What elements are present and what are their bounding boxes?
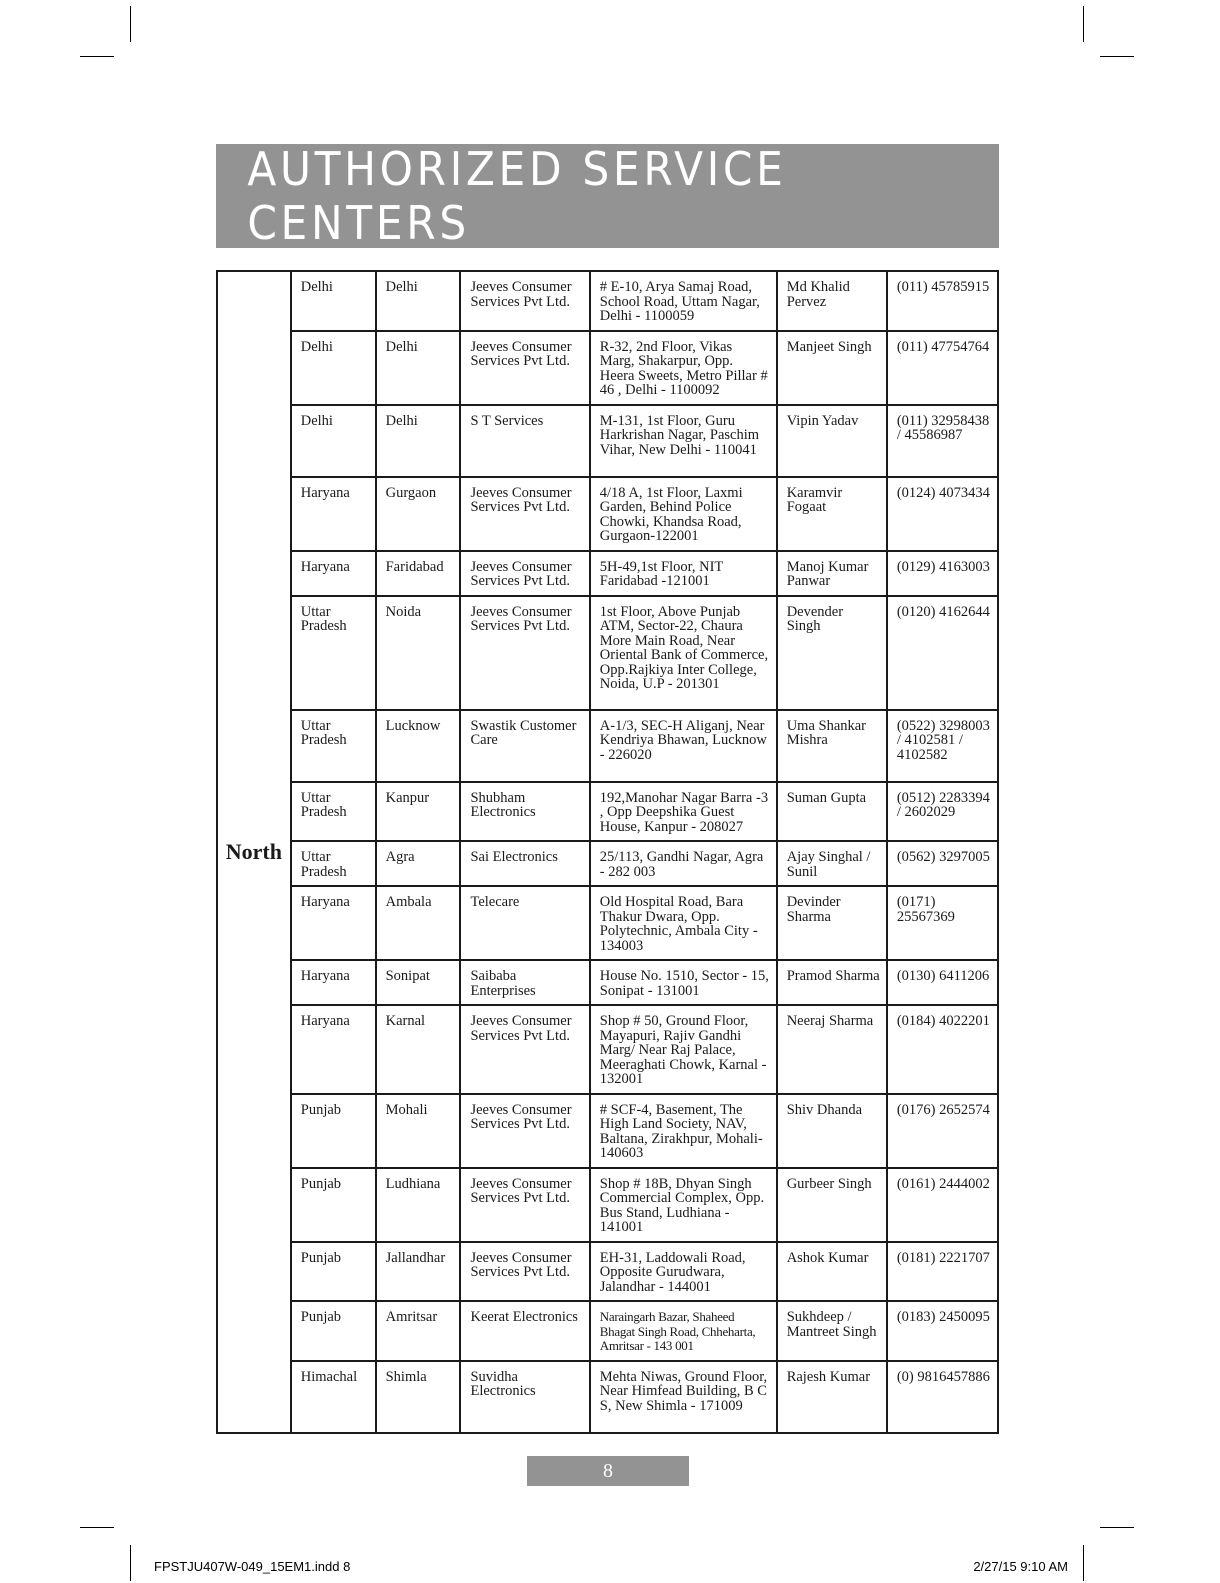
cell-state: Haryana [291,551,376,596]
cell-contact: Vipin Yadav [777,405,887,477]
cell-city: Kanpur [376,782,461,842]
cell-state: Uttar Pradesh [291,710,376,782]
table-row [217,1242,998,1302]
cell-contact: Rajesh Kumar [777,1361,887,1433]
cell-phone: (0124) 4073434 [887,477,998,551]
table-row [217,551,998,596]
crop-mark [1083,6,1084,42]
cell-center: Keerat Electronics [460,1301,589,1361]
cell-phone: (011) 32958438 / 45586987 [887,405,998,477]
cell-phone: (0129) 4163003 [887,551,998,596]
table-row [217,1094,998,1168]
table-row [217,960,998,1005]
cell-center: Jeeves Consumer Services Pvt Ltd. [460,477,589,551]
page-number-label: 8 [603,1459,613,1482]
cell-address: Shop # 18B, Dhyan Singh Commercial Complex, Opp. Bus Stand, Ludhiana - 141001 [590,1168,777,1242]
cell-phone: (0184) 4022201 [887,1005,998,1094]
cell-contact: Devender Singh [777,596,887,710]
cell-state: Haryana [291,886,376,960]
cell-center: Jeeves Consumer Services Pvt Ltd. [460,1094,589,1168]
table-row [217,1005,998,1094]
cell-address: 192,Manohar Nagar Barra -3 , Opp Deepshika Guest House, Kanpur - 208027 [590,782,777,842]
cell-address: # E-10, Arya Samaj Road, School Road, Uttam Nagar, Delhi - 1100059 [590,271,777,331]
cell-phone: (0130) 6411206 [887,960,998,1005]
cell-address: Shop # 50, Ground Floor, Mayapuri, Rajiv Gandhi Marg/ Near Raj Palace, Meeraghati Chowk, Karnal - 132001 [590,1005,777,1094]
cell-city: Agra [376,841,461,886]
cell-contact: Karamvir Fogaat [777,477,887,551]
crop-mark [130,1545,131,1581]
cell-city: Karnal [376,1005,461,1094]
cell-city: Ambala [376,886,461,960]
cell-state: Punjab [291,1094,376,1168]
cell-city: Noida [376,596,461,710]
cell-address: Naraingarh Bazar, Shaheed Bhagat Singh Road, Chheharta, Amritsar - 143 001 [590,1301,777,1361]
cell-state: Delhi [291,271,376,331]
cell-center: Telecare [460,886,589,960]
crop-mark [1100,56,1134,57]
cell-address: 1st Floor, Above Punjab ATM, Sector-22, Chaura More Main Road, Near Oriental Bank of Commerce, Opp.Rajkiya Inter College, Noida, U.P - 201301 [590,596,777,710]
table-row [217,477,998,551]
cell-address: 25/113, Gandhi Nagar, Agra - 282 003 [590,841,777,886]
cell-address: EH-31, Laddowali Road, Opposite Gurudwara, Jalandhar - 144001 [590,1242,777,1302]
cell-address: House No. 1510, Sector - 15, Sonipat - 131001 [590,960,777,1005]
cell-center: Swastik Customer Care [460,710,589,782]
cell-city: Jallandhar [376,1242,461,1302]
cell-center: Jeeves Consumer Services Pvt Ltd. [460,1168,589,1242]
cell-address: R-32, 2nd Floor, Vikas Marg, Shakarpur, Opp. Heera Sweets, Metro Pillar # 46 , Delhi - 1100092 [590,331,777,405]
cell-state: Uttar Pradesh [291,841,376,886]
cell-address: 5H-49,1st Floor, NIT Faridabad -121001 [590,551,777,596]
table-row [217,782,998,842]
cell-contact: Suman Gupta [777,782,887,842]
cell-contact: Devinder Sharma [777,886,887,960]
cell-phone: (0522) 3298003 / 4102581 / 4102582 [887,710,998,782]
table-row [217,710,998,782]
cell-phone: (0171) 25567369 [887,886,998,960]
cell-phone: (011) 45785915 [887,271,998,331]
cell-center: Shubham Electronics [460,782,589,842]
region-label: North [217,271,291,1433]
cell-phone: (0161) 2444002 [887,1168,998,1242]
cell-address: Mehta Niwas, Ground Floor, Near Himfead Building, B C S, New Shimla - 171009 [590,1361,777,1433]
cell-state: Delhi [291,405,376,477]
page-number [527,1456,689,1486]
cell-address: Old Hospital Road, Bara Thakur Dwara, Opp. Polytechnic, Ambala City - 134003 [590,886,777,960]
crop-mark [80,1527,114,1528]
cell-state: Punjab [291,1301,376,1361]
cell-state: Haryana [291,1005,376,1094]
cell-city: Delhi [376,405,461,477]
cell-state: Haryana [291,960,376,1005]
crop-mark [1100,1527,1134,1528]
cell-center: Jeeves Consumer Services Pvt Ltd. [460,1242,589,1302]
cell-contact: Shiv Dhanda [777,1094,887,1168]
table-row [217,331,998,405]
cell-city: Sonipat [376,960,461,1005]
table-row [217,841,998,886]
cell-contact: Manjeet Singh [777,331,887,405]
cell-contact: Manoj Kumar Panwar [777,551,887,596]
cell-state: Punjab [291,1242,376,1302]
cell-address: # SCF-4, Basement, The High Land Society, NAV, Baltana, Zirakhpur, Mohali-140603 [590,1094,777,1168]
cell-city: Delhi [376,271,461,331]
cell-city: Delhi [376,331,461,405]
cell-state: Uttar Pradesh [291,782,376,842]
table-row [217,886,998,960]
cell-state: Uttar Pradesh [291,596,376,710]
cell-center: Suvidha Electronics [460,1361,589,1433]
cell-center: Jeeves Consumer Services Pvt Ltd. [460,271,589,331]
cell-contact: Ashok Kumar [777,1242,887,1302]
cell-address: A-1/3, SEC-H Aliganj, Near Kendriya Bhawan, Lucknow - 226020 [590,710,777,782]
title-banner [216,144,999,248]
table-row [217,271,998,331]
cell-city: Shimla [376,1361,461,1433]
cell-city: Gurgaon [376,477,461,551]
service-centers-table [216,270,999,1434]
cell-contact: Sukhdeep / Mantreet Singh [777,1301,887,1361]
cell-city: Lucknow [376,710,461,782]
cell-phone: (0181) 2221707 [887,1242,998,1302]
crop-mark [1083,1545,1084,1581]
cell-center: Sai Electronics [460,841,589,886]
cell-phone: (0183) 2450095 [887,1301,998,1361]
cell-contact: Neeraj Sharma [777,1005,887,1094]
cell-city: Amritsar [376,1301,461,1361]
cell-phone: (0512) 2283394 / 2602029 [887,782,998,842]
cell-contact: Md Khalid Pervez [777,271,887,331]
cell-phone: (0176) 2652574 [887,1094,998,1168]
cell-phone: (011) 47754764 [887,331,998,405]
cell-state: Delhi [291,331,376,405]
table-row [217,405,998,477]
cell-contact: Pramod Sharma [777,960,887,1005]
cell-center: Jeeves Consumer Services Pvt Ltd. [460,331,589,405]
cell-city: Faridabad [376,551,461,596]
table-row [217,1301,998,1361]
page-title: AUTHORIZED SERVICE CENTERS [247,142,787,250]
cell-contact: Ajay Singhal / Sunil [777,841,887,886]
cell-state: Punjab [291,1168,376,1242]
cell-center: Saibaba Enterprises [460,960,589,1005]
cell-contact: Gurbeer Singh [777,1168,887,1242]
cell-center: S T Services [460,405,589,477]
cell-state: Haryana [291,477,376,551]
footer-file: FPSTJU407W-049_15EM1.indd 8 [154,1559,351,1574]
cell-center: Jeeves Consumer Services Pvt Ltd. [460,596,589,710]
cell-phone: (0) 9816457886 [887,1361,998,1433]
cell-address: M-131, 1st Floor, Guru Harkrishan Nagar, Paschim Vihar, New Delhi - 110041 [590,405,777,477]
cell-phone: (0120) 4162644 [887,596,998,710]
cell-address: 4/18 A, 1st Floor, Laxmi Garden, Behind Police Chowki, Khandsa Road, Gurgaon-122001 [590,477,777,551]
crop-mark [130,6,131,42]
cell-center: Jeeves Consumer Services Pvt Ltd. [460,551,589,596]
footer-timestamp: 2/27/15 9:10 AM [973,1559,1068,1574]
table-row [217,1168,998,1242]
cell-state: Himachal [291,1361,376,1433]
cell-city: Ludhiana [376,1168,461,1242]
crop-mark [80,56,114,57]
cell-city: Mohali [376,1094,461,1168]
table-row [217,596,998,710]
cell-contact: Uma Shankar Mishra [777,710,887,782]
table-row [217,1361,998,1433]
cell-phone: (0562) 3297005 [887,841,998,886]
cell-center: Jeeves Consumer Services Pvt Ltd. [460,1005,589,1094]
